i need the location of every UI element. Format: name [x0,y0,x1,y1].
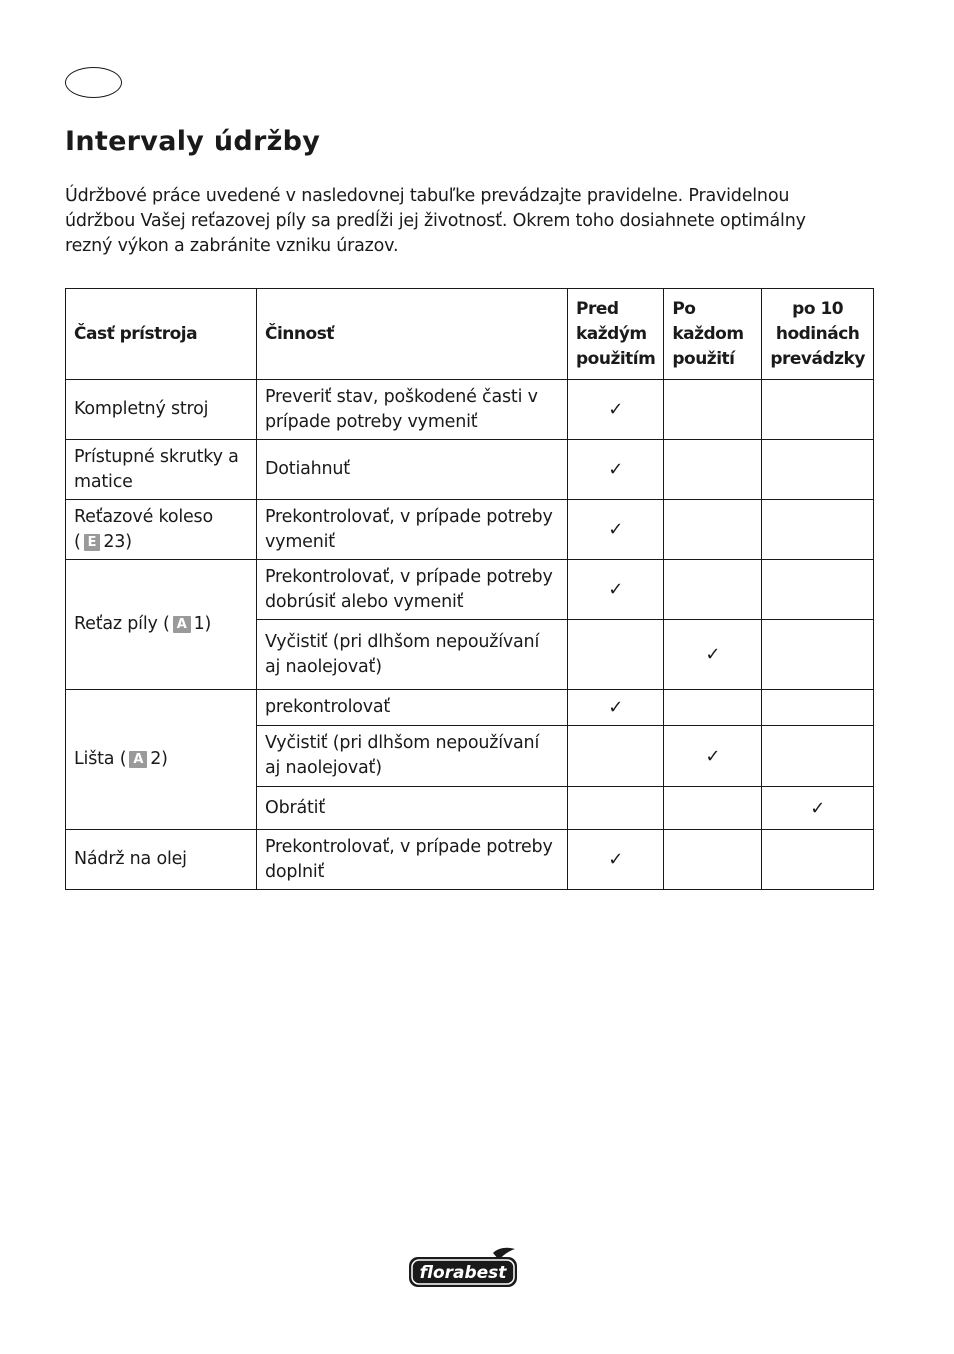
header-part: Časť prístroja [66,289,257,380]
table-row [66,440,874,500]
page-title: Intervaly údržby [65,126,321,157]
check-after-use [664,830,762,890]
part-label: Reťazové koleso [74,506,213,527]
check-before-use [568,560,664,620]
part-label: Lišta [74,749,115,769]
figure-ref-badge: E [84,534,101,551]
header-before-use: Pred každým použitím [568,289,664,380]
part-ref-number: 23) [103,531,132,552]
check-after-10h [762,440,874,500]
table-row [66,560,874,620]
check-after-10h [762,726,874,787]
check-before-use [568,440,664,500]
check-after-10h [762,500,874,560]
part-cell [66,440,257,500]
part-label: Reťaz píly [74,614,158,634]
table-header-row [66,289,874,380]
part-cell [66,560,257,690]
check-after-use [664,620,762,690]
checkmark-icon: ✓ [608,459,624,480]
activity-cell: Preveriť stav, poškodené časti v prípade potreby vymeniť [257,380,568,440]
checkmark-icon: ✓ [608,697,624,718]
table-row [66,500,874,560]
check-before-use [568,620,664,690]
check-after-use [664,380,762,440]
part-ref-prefix: ( [74,531,81,552]
table-row [66,380,874,440]
check-after-use [664,787,762,830]
checkmark-icon: ✓ [608,579,624,600]
part-ref-number: 1) [193,614,212,634]
check-after-10h [762,620,874,690]
check-before-use [568,690,664,726]
check-after-use [664,440,762,500]
check-after-10h [762,787,874,830]
check-after-10h [762,830,874,890]
figure-ref-badge: A [173,616,191,633]
part-label: Kompletný stroj [74,399,209,419]
language-badge [65,67,122,98]
activity-cell: Prekontrolovať, v prípade potreby doplniť [257,830,568,890]
activity-cell: Prekontrolovať, v prípade potreby vymeniť [257,500,568,560]
figure-ref-badge: A [129,751,147,768]
header-after-use: Po každom použití [664,289,762,380]
part-ref-prefix: ( [163,614,170,634]
check-after-10h [762,560,874,620]
check-before-use [568,500,664,560]
check-after-10h [762,690,874,726]
checkmark-icon: ✓ [705,644,721,665]
checkmark-icon: ✓ [810,797,826,819]
florabest-logo [407,1247,519,1289]
maintenance-table [65,288,874,890]
check-after-10h [762,380,874,440]
check-after-use [664,726,762,787]
part-ref-prefix: ( [119,749,127,769]
checkmark-icon: ✓ [608,849,624,870]
activity-cell: Prekontrolovať, v prípade potreby dobrúsiť alebo vymeniť [257,560,568,620]
activity-cell: Vyčistiť (pri dlhšom nepoužívaní aj naolejovať) [257,620,568,690]
part-cell [66,380,257,440]
checkmark-icon: ✓ [608,519,624,540]
part-label: Nádrž na olej [74,849,187,869]
part-ref-number: 2) [150,749,168,769]
check-before-use [568,380,664,440]
activity-cell: Obrátiť [257,787,568,830]
part-cell [66,690,257,830]
part-cell [66,830,257,890]
part-label: Prístupné skrutky a matice [74,446,239,492]
table-row [66,830,874,890]
check-before-use [568,830,664,890]
checkmark-icon: ✓ [705,745,721,767]
activity-cell: Dotiahnuť [257,440,568,500]
activity-cell: prekontrolovať [257,690,568,726]
checkmark-icon: ✓ [608,399,624,420]
activity-cell: Vyčistiť (pri dlhšom nepoužívaní aj naolejovať) [257,726,568,787]
check-before-use [568,726,664,787]
header-activity: Činnosť [257,289,568,380]
table-body [66,380,874,890]
table-row [66,690,874,726]
logo-text: florabest [419,1263,507,1283]
part-cell [66,500,257,560]
header-after-10h: po 10 hodinách prevádzky [762,289,874,380]
check-before-use [568,787,664,830]
intro-paragraph: Údržbové práce uvedené v nasledovnej tabuľke prevádzajte pravidelne. Pravidelnou údržbou Vašej reťazovej píly sa predĺži jej životnosť. Okrem toho dosiahnete optimálny rezný výkon a zabránite vzniku úrazov. [65,186,806,256]
check-after-use [664,560,762,620]
check-after-use [664,690,762,726]
check-after-use [664,500,762,560]
